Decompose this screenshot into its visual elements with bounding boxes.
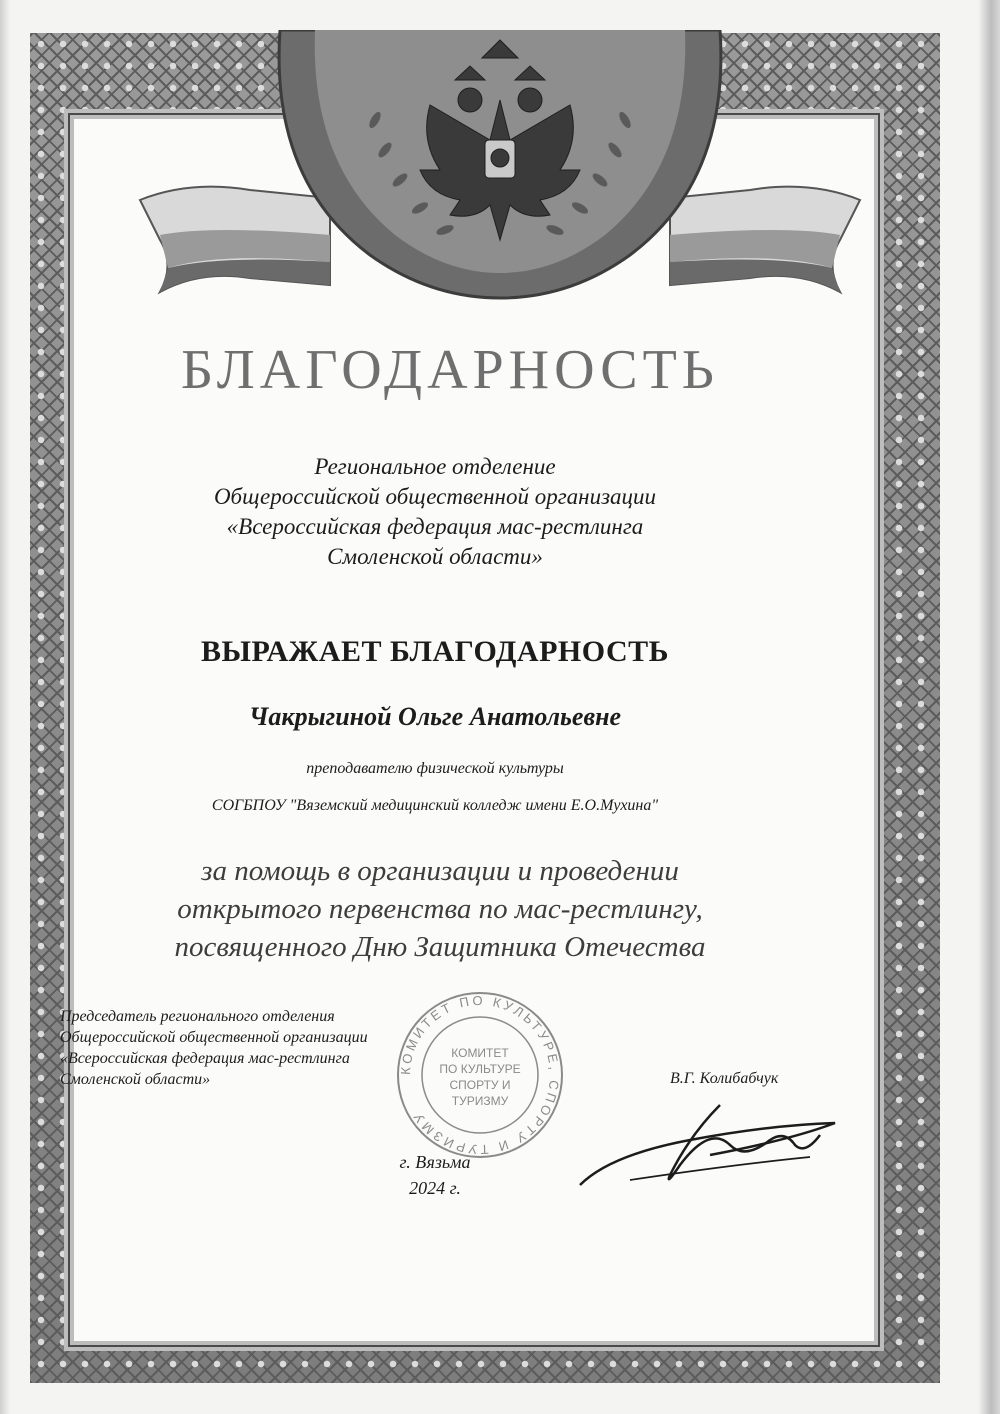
issuing-organization bbox=[135, 452, 735, 572]
org-line: Общероссийской общественной организации bbox=[213, 484, 657, 509]
signer-line: Смоленской области» bbox=[60, 1071, 211, 1088]
stamp-center-line: ПО КУЛЬТУРЕ bbox=[439, 1062, 521, 1076]
signer-name: В.Г. Колибабчук bbox=[670, 1070, 779, 1087]
signer-line: «Всероссийская федерация мас-рестлинга bbox=[60, 1050, 350, 1067]
issue-year: 2024 г. bbox=[409, 1178, 461, 1198]
stamp-outer-text: КОМИТЕТ ПО КУЛЬТУРЕ, СПОРТУ И ТУРИЗМУ bbox=[397, 992, 563, 1158]
issue-place: г. Вязьма bbox=[399, 1152, 471, 1172]
org-line: Региональное отделение bbox=[314, 454, 556, 479]
signer-line: Общероссийской общественной организации bbox=[60, 1029, 368, 1046]
handwritten-signature bbox=[570, 1095, 850, 1195]
org-line: «Всероссийская федерация мас-рестлинга bbox=[226, 514, 644, 539]
reason-line: за помощь в организации и проведении bbox=[201, 855, 679, 887]
coat-of-arms-emblem bbox=[130, 30, 870, 320]
recipient-position: преподавателю физической культуры bbox=[306, 760, 564, 777]
stamp-center-line: КОМИТЕТ bbox=[451, 1046, 509, 1060]
recipient-name: Чакрыгиной Ольге Анатольевне bbox=[248, 702, 622, 731]
stamp-center-line: ТУРИЗМУ bbox=[451, 1094, 509, 1108]
official-stamp bbox=[370, 985, 590, 1165]
org-line: Смоленской области» bbox=[327, 544, 543, 569]
signer-line: Председатель регионального отделения bbox=[60, 1008, 335, 1025]
recipient-college: СОГБПОУ "Вяземский медицинский колледж имени Е.О.Мухина" bbox=[211, 797, 659, 814]
expresses-gratitude-heading: ВЫРАЖАЕТ БЛАГОДАРНОСТЬ bbox=[201, 635, 669, 668]
reason-line: посвященного Дню Защитника Отечества bbox=[174, 931, 706, 963]
stamp-center-line: СПОРТУ И bbox=[449, 1078, 511, 1092]
gratitude-reason bbox=[100, 852, 780, 966]
reason-line: открытого первенства по мас-рестлингу, bbox=[177, 893, 703, 925]
scan-edge-right bbox=[978, 0, 1000, 1414]
scan-edge-left bbox=[0, 0, 10, 1414]
certificate-title: БЛАГОДАРНОСТЬ bbox=[181, 339, 719, 401]
